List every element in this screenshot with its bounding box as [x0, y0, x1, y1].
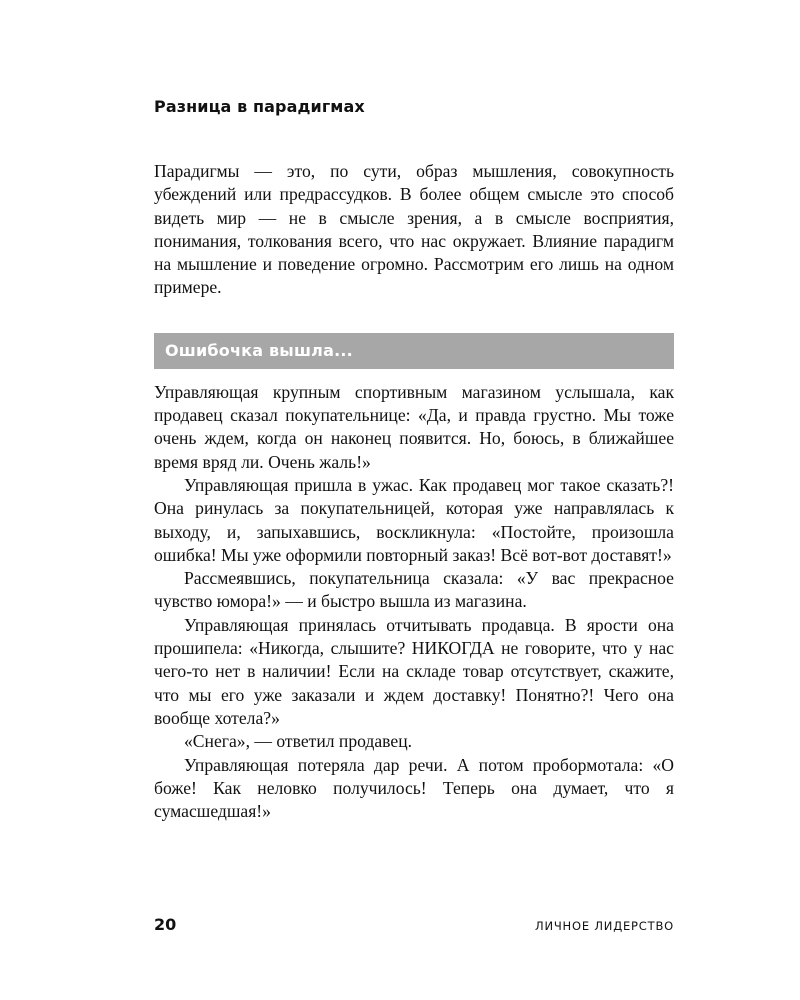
story-paragraph: Управляющая крупным спортивным магазином услышала, как продавец сказал покупательнице: «Да, и правда грустно. Мы тоже очень ждем, когда он наконец появится. Но, боюсь, в ближайшее время вряд ли. Очень жаль!»: [154, 381, 674, 472]
section-heading: Разница в парадигмах: [154, 97, 365, 116]
story-paragraph: «Снега», — ответил продавец.: [184, 731, 413, 752]
story-text: [154, 381, 674, 824]
intro-paragraph: Парадигмы — это, по сути, образ мышления, совокупность убеждений или предрассудков. В более общем смысле это способ видеть мир — не в смысле зрения, а в смысле восприятия, понимания, толкования всего, что нас окружает. Влияние парадигм на мышление и поведение огромно. Рассмотрим его лишь на одном примере.: [154, 161, 674, 298]
story-paragraph: Управляющая пришла в ужас. Как продавец мог такое сказать?! Она ринулась за покупательницей, которая уже направлялась к выходу, и, запыхавшись, воскликнула: «Постойте, произошла ошибка! Мы уже оформили повторный заказ! Всё вот-вот доставят!»: [154, 474, 674, 565]
intro-text: [154, 160, 674, 300]
sidebar-box-title: Ошибочка вышла...: [154, 333, 674, 369]
page-content: [154, 96, 674, 823]
story-paragraph: Управляющая потеряла дар речи. А потом пробормотала: «О боже! Как неловко получилось! Теперь она думает, что я сумасшедшая!»: [154, 754, 674, 822]
page-number: 20: [154, 915, 177, 934]
page-footer: [154, 914, 674, 936]
running-title: ЛИЧНОЕ ЛИДЕРСТВО: [535, 919, 674, 933]
story-paragraph: Рассмеявшись, покупательница сказала: «У вас прекрасное чувство юмора!» — и быстро вышла из магазина.: [154, 568, 674, 612]
story-paragraph: Управляющая принялась отчитывать продавца. В ярости она прошипела: «Никогда, слышите? НИКОГДА не говорите, что у нас чего-то нет в наличии! Если на складе товар отсутствует, скажите, что мы его уже заказали и ждем доставку! Понятно?! Чего она вообще хотела?»: [154, 614, 674, 728]
